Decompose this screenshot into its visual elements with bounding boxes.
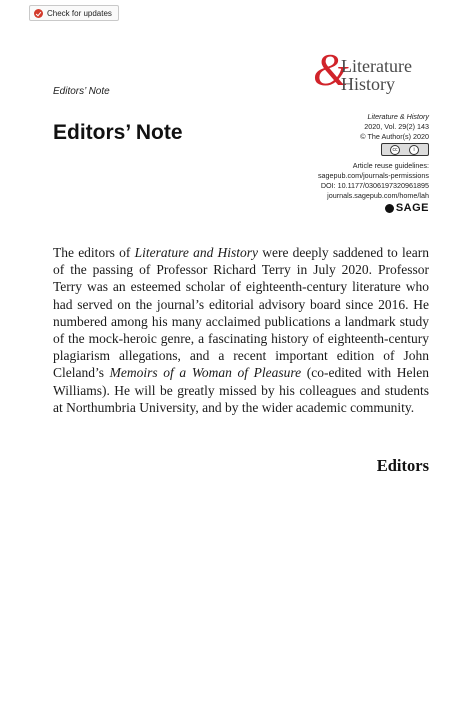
meta-journal: Literature & History (367, 112, 429, 121)
body-intro: The editors of (53, 245, 135, 260)
publisher-logo (385, 203, 429, 213)
check-for-updates-button[interactable] (29, 5, 119, 21)
meta-home-link[interactable]: journals.sagepub.com/home/lah (327, 191, 429, 200)
section-label: Editors’ Note (53, 86, 110, 97)
sage-icon (385, 204, 394, 213)
body-journal-title: Literature and History (134, 245, 259, 260)
page-title: Editors’ Note (53, 121, 183, 144)
publisher-name: SAGE (395, 202, 429, 214)
logo-ampersand: & (313, 44, 349, 95)
logo-line-2: History (341, 74, 395, 94)
body-part-2: (co-edited with Helen Williams). He will be greatly missed by his colleagues and students at Northumbria University, and by the wider academic community. (53, 365, 429, 415)
by-icon: i (409, 145, 419, 155)
cc-license-icon (381, 143, 429, 156)
check-updates-icon (34, 9, 43, 18)
body-paragraph (53, 244, 429, 416)
meta-volume: 2020, Vol. 29(2) 143 (364, 122, 429, 131)
meta-doi[interactable]: DOI: 10.1177/0306197320961895 (320, 181, 429, 190)
meta-permissions-link[interactable]: sagepub.com/journals-permissions (317, 171, 429, 180)
meta-copyright: © The Author(s) 2020 (360, 132, 429, 141)
meta-reuse: Article reuse guidelines: (352, 161, 429, 170)
article-body (53, 244, 429, 416)
article-metadata (318, 112, 429, 216)
check-for-updates-label: Check for updates (47, 8, 112, 18)
logo-line-1: Literature (341, 56, 412, 76)
body-part-1: were deeply saddened to learn of the passing of Professor Richard Terry in July 2020. Professor Terry was an esteemed scholar of eighteenth-century literature who had served on the journal’s editorial advisory board since 2016. He numbered among his many acclaimed publications a landmark study of the mock-heroic genre, a fascinating history of eighteenth-century plagiarism allegations, and a recent important edition of John Cleland’s (53, 245, 429, 381)
body-book-title: Memoirs of a Woman of Pleasure (109, 365, 302, 381)
journal-logo (313, 44, 431, 101)
signoff: Editors (376, 456, 429, 475)
cc-icon: cc (390, 145, 400, 155)
